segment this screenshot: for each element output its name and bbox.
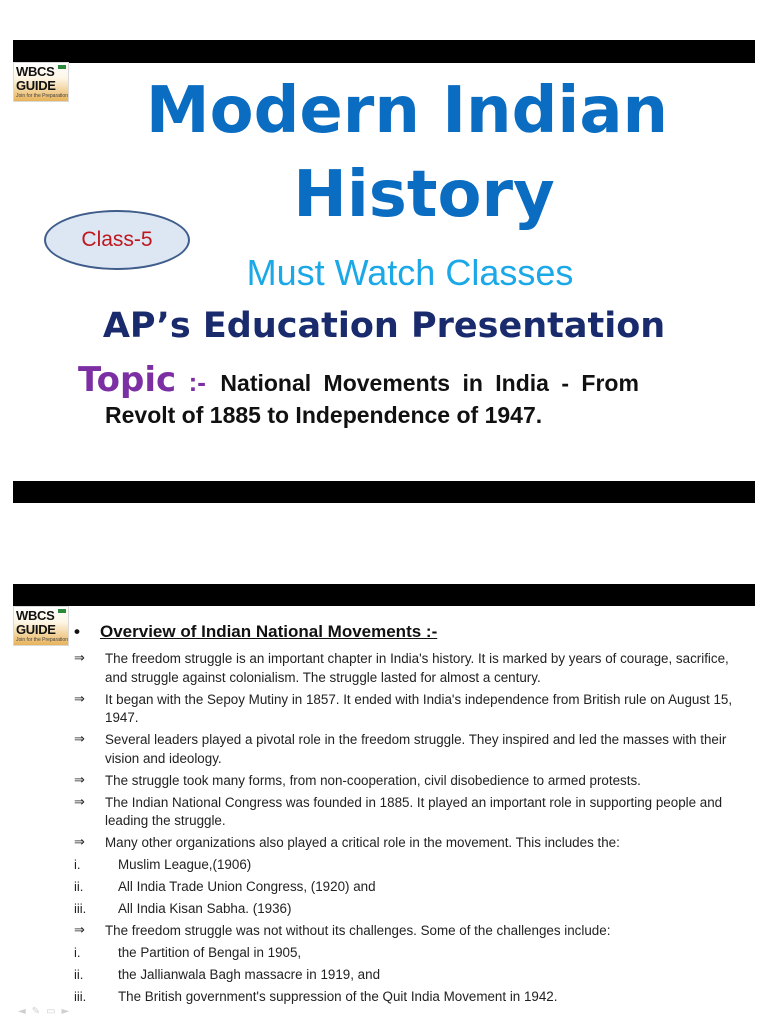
list-item	[74, 794, 740, 831]
topic-label: Topic	[78, 360, 177, 400]
overview-list	[74, 650, 740, 1010]
heading-bullet: •	[74, 622, 80, 641]
wbcs-guide-logo-2	[13, 606, 69, 646]
list-item-text: the Partition of Bengal in 1905,	[118, 945, 302, 960]
arrow-bullet-icon: ⇒	[74, 691, 85, 707]
topic-text-line2: Revolt of 1885 to Independence of 1947.	[105, 402, 543, 428]
arrow-bullet-icon: ⇒	[74, 835, 85, 850]
pen-icon[interactable]: ✎	[31, 1006, 47, 1017]
roman-numeral-marker: iii.	[74, 901, 87, 916]
logo-line2: GUIDE	[16, 78, 56, 93]
logo-line1: WBCS	[16, 608, 55, 623]
roman-numeral-marker: i.	[74, 857, 81, 872]
slide1-top-bar	[13, 40, 755, 63]
list-item	[74, 834, 740, 853]
next-arrow-icon[interactable]: ►	[61, 1006, 76, 1017]
list-item-text: The Indian National Congress was founded in 1885. It played an important role in supporting people and leading the struggle.	[105, 794, 723, 828]
list-item-text: The freedom struggle is an important chapter in India's history. It is marked by years of courage, sacrifice, and struggle against colonialism. The struggle lasted for almost a century.	[105, 651, 729, 685]
list-item-text: Several leaders played a pivotal role in the freedom struggle. They inspired and led the masses with their vision and ideology.	[105, 732, 727, 766]
sub-list-item	[74, 878, 740, 897]
list-item-text: All India Trade Union Congress, (1920) and	[118, 879, 376, 894]
logo-line1: WBCS	[16, 64, 55, 79]
logo-flag-stripe	[58, 609, 66, 613]
sub-list-item	[74, 900, 740, 919]
title-line1: Modern Indian	[145, 74, 669, 148]
list-item-text: The struggle took many forms, from non-cooperation, civil disobedience to armed protests.	[105, 772, 641, 788]
arrow-bullet-icon: ⇒	[74, 772, 85, 788]
presenter-title: AP’s Education Presentation	[102, 306, 666, 346]
topic-line	[78, 360, 742, 400]
list-item	[74, 650, 740, 687]
arrow-bullet-icon: ⇒	[74, 794, 85, 810]
list-item-text: The British government's suppression of the Quit India Movement in 1942.	[118, 989, 558, 1004]
heading-text: Overview of Indian National Movements :-	[100, 622, 438, 641]
list-item-text: All India Kisan Sabha. (1936)	[118, 901, 292, 916]
list-item-text: the Jallianwala Bagh massacre in 1919, and	[118, 967, 381, 982]
arrow-bullet-icon: ⇒	[74, 923, 85, 938]
sub-list-item	[74, 856, 740, 875]
sub-list-item	[74, 966, 740, 985]
topic-separator: :-	[188, 367, 206, 397]
logo-tagline: Join for the Preparation	[16, 637, 68, 643]
list-item-text: Muslim League,(1906)	[118, 857, 252, 872]
logo-flag-stripe	[58, 65, 66, 69]
slideshow-controls	[18, 1006, 75, 1017]
overview-heading	[74, 622, 437, 642]
class-label: Class-5	[81, 228, 153, 251]
logo-line2: GUIDE	[16, 622, 56, 637]
roman-numeral-marker: ii.	[74, 967, 84, 982]
list-item	[74, 731, 740, 768]
list-item	[74, 922, 740, 941]
list-item-text: It began with the Sepoy Mutiny in 1857. It ended with India's independence from British rule on August 15, 1947.	[105, 691, 733, 725]
roman-numeral-marker: i.	[74, 945, 81, 960]
slide2-top-bar	[13, 584, 755, 606]
arrow-bullet-icon: ⇒	[74, 732, 85, 747]
roman-numeral-marker: iii.	[74, 989, 87, 1004]
topic-text-line1: National Movements in India - From	[220, 370, 639, 396]
list-item	[74, 691, 740, 728]
arrow-bullet-icon: ⇒	[74, 651, 85, 666]
sub-list-item	[74, 988, 740, 1007]
sub-list-item	[74, 944, 740, 963]
subtitle: Must Watch Classes	[246, 252, 574, 293]
roman-numeral-marker: ii.	[74, 879, 84, 894]
menu-icon[interactable]: ▭	[46, 1006, 62, 1017]
list-item-text: The freedom struggle was not without its challenges. Some of the challenges include:	[105, 923, 611, 938]
slide1-bottom-bar	[13, 481, 755, 503]
logo-tagline: Join for the Preparation	[16, 93, 68, 99]
list-item-text: Many other organizations also played a critical role in the movement. This includes the:	[105, 835, 620, 850]
prev-arrow-icon[interactable]: ◄	[18, 1006, 32, 1017]
list-item	[74, 772, 740, 791]
title-line2: History	[293, 158, 555, 232]
